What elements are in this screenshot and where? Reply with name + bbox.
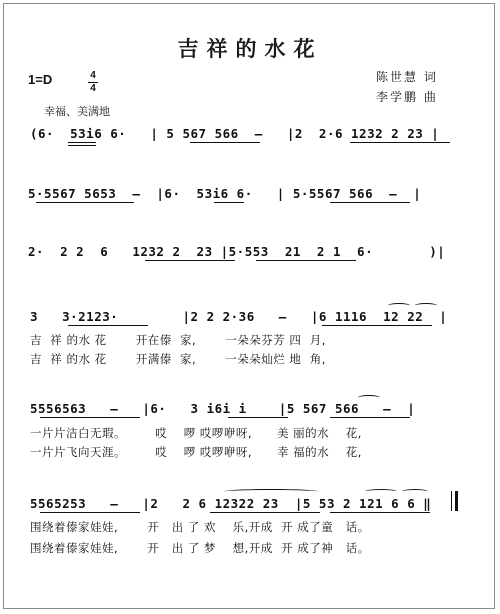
slur-mark <box>224 489 318 494</box>
beam-line <box>210 512 320 513</box>
lyrics-row-6-verse-1: 围绕着傣家娃娃, 开 出 了 欢 乐,开成 开 成了童 话。 <box>30 520 370 534</box>
beam-line <box>40 417 140 418</box>
tempo-mood-marking: 幸福、美满地 <box>44 105 110 118</box>
beam-line <box>256 260 356 261</box>
beam-line <box>350 142 450 143</box>
beam-line <box>145 260 235 261</box>
slur-mark <box>415 303 437 308</box>
slur-mark <box>365 489 397 494</box>
lyrics-row-5-verse-1: 一片片洁白无瑕。 哎 啰 哎啰咿呀, 美 丽的水 花, <box>30 426 362 440</box>
notation-row-5: 5556563 – |6· 3 i6i i |5 567 566 – | <box>30 401 416 416</box>
composer-credit: 李学鹏 曲 <box>376 90 438 104</box>
key-signature: 1=D <box>28 72 53 87</box>
beam-line <box>330 202 410 203</box>
slur-mark <box>388 303 410 308</box>
slur-mark <box>402 489 428 494</box>
final-barline-thick <box>455 491 458 511</box>
beam-line <box>214 202 244 203</box>
beam-line <box>228 417 288 418</box>
beam-line <box>190 142 260 143</box>
notation-row-4: 3 3·2123· |2 2 2·36 – |6 1116 12 22 | <box>30 309 448 324</box>
beam-line <box>36 202 134 203</box>
notation-row-6: 5565253 – |2 2 6 12322 23 |5 53 2 121 6 6 ‖ <box>30 496 432 511</box>
lyrics-row-4-verse-2: 吉 祥 的水 花 开满傣 家, 一朵朵灿烂 地 角, <box>30 352 326 366</box>
beam-line <box>68 142 96 143</box>
beam-line <box>68 325 148 326</box>
final-barline-thin <box>451 491 452 511</box>
lyricist-credit: 陈世慧 词 <box>376 70 438 84</box>
beam-line <box>40 512 140 513</box>
lyrics-row-4-verse-1: 吉 祥 的水 花 开在傣 家, 一朵朵芬芳 四 月, <box>30 333 326 347</box>
beam-line <box>330 417 410 418</box>
beam-line <box>68 145 96 146</box>
time-signature-bottom: 4 <box>90 83 96 94</box>
song-title: 吉祥的水花 <box>177 36 323 61</box>
lyrics-row-6-verse-2: 围绕着傣家娃娃, 开 出 了 梦 想,开成 开 成了神 话。 <box>30 541 370 555</box>
time-signature <box>88 71 98 94</box>
notation-row-1: (6· 53i6 6· | 5 567 566 – |2 2·6 1232 2 23 | <box>30 126 440 141</box>
beam-line <box>330 512 430 513</box>
lyrics-row-5-verse-2: 一片片飞向天涯。 哎 啰 哎啰咿呀, 幸 福的水 花, <box>30 445 362 459</box>
time-signature-top: 4 <box>90 70 96 81</box>
notation-row-3: 2· 2 2 6 1232 2 23 |5·553 21 2 1 6· )| <box>28 244 446 259</box>
notation-row-2: 5·5567 5653 – |6· 53i6 6· | 5·5567 566 – | <box>28 186 422 201</box>
slur-mark <box>358 395 380 400</box>
beam-line <box>322 325 432 326</box>
